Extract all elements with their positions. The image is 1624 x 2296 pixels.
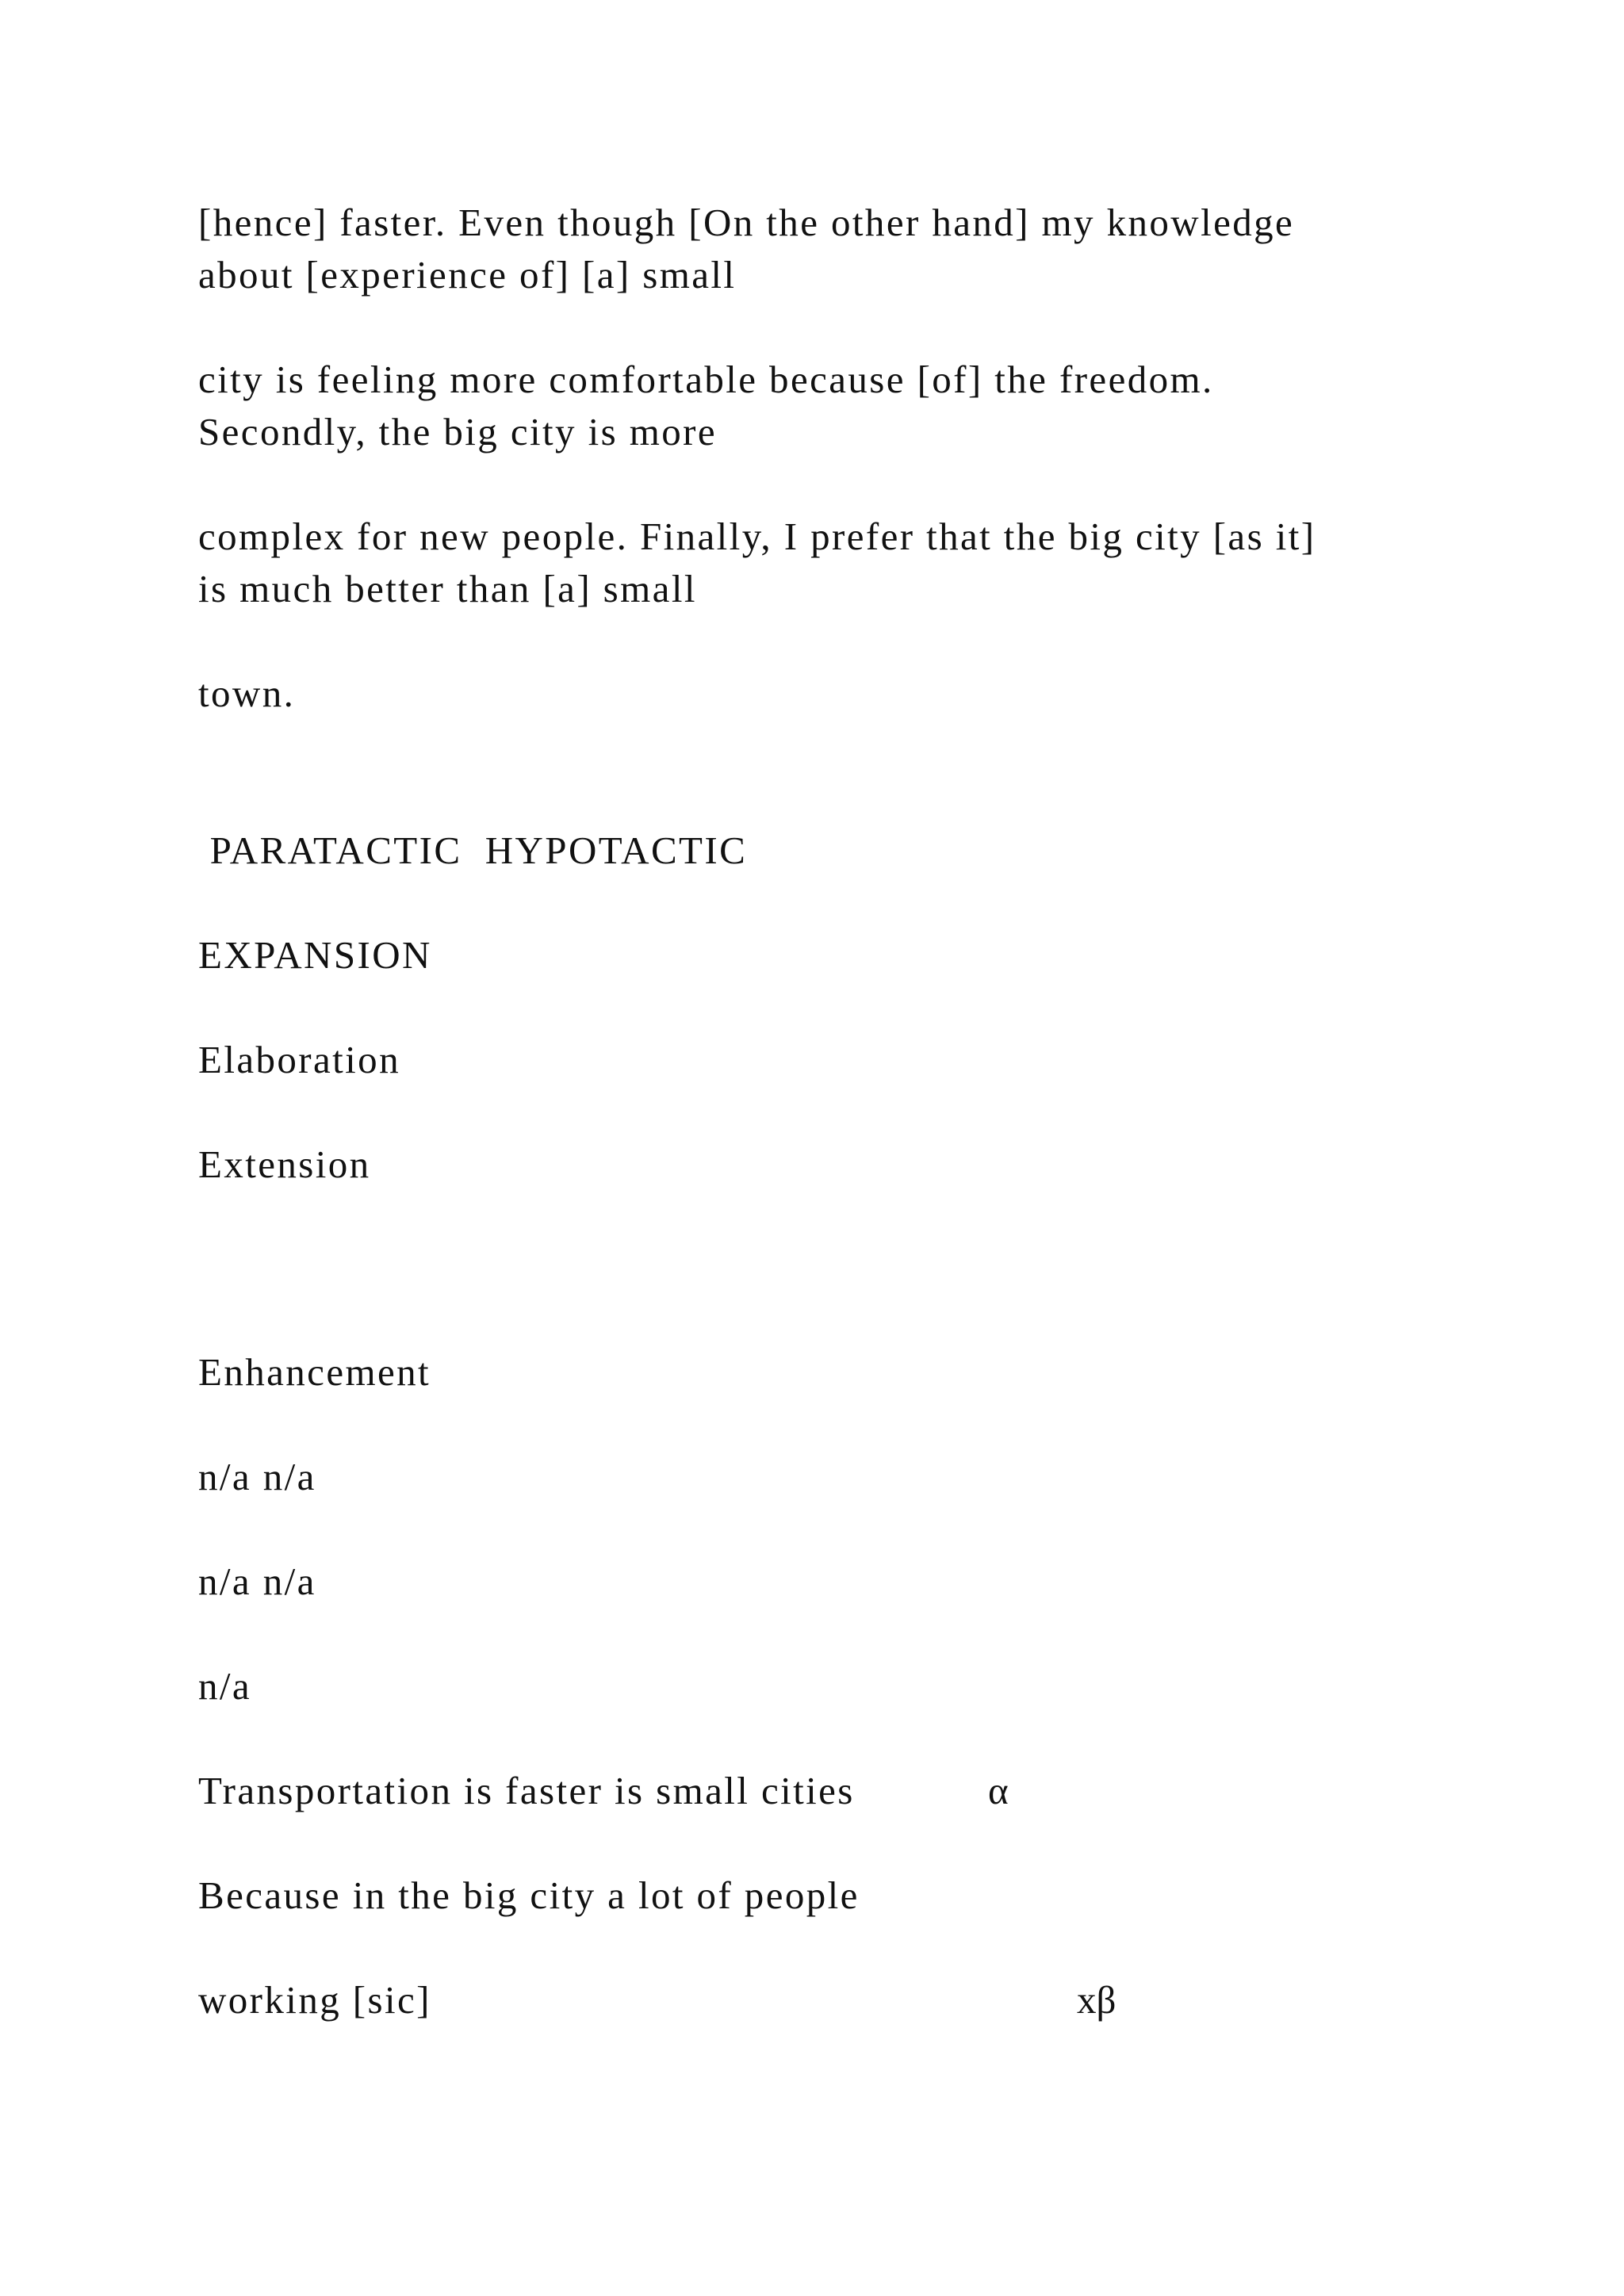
example-line-2: Because in the big city a lot of people xyxy=(198,1873,860,1917)
example-line-1: Transportation is faster is small cities xyxy=(198,1769,855,1812)
row-expansion: EXPANSION xyxy=(198,933,432,977)
paragraph-line-2: about [experience of] [a] small xyxy=(198,253,737,297)
na-line-3: n/a xyxy=(198,1664,252,1708)
na-line-2: n/a n/a xyxy=(198,1559,316,1603)
row-elaboration: Elaboration xyxy=(198,1038,400,1081)
x-beta-symbol: xβ xyxy=(1077,1978,1116,2022)
na-line-1: n/a n/a xyxy=(198,1455,316,1498)
table-header: PARATACTIC HYPOTACTIC xyxy=(198,828,748,872)
alpha-symbol: α xyxy=(988,1769,1009,1812)
paragraph-line-1: [hence] faster. Even though [On the other hand] my knowledge xyxy=(198,201,1295,244)
paragraph-line-3: city is feeling more comfortable because [of] the freedom. xyxy=(198,358,1214,401)
paragraph-line-6: is much better than [a] small xyxy=(198,567,697,610)
example-line-3: working [sic] xyxy=(198,1978,431,2022)
paragraph-line-7: town. xyxy=(198,672,296,715)
paragraph-line-5: complex for new people. Finally, I prefer that the big city [as it] xyxy=(198,515,1316,558)
row-enhancement: Enhancement xyxy=(198,1350,431,1394)
row-extension: Extension xyxy=(198,1142,371,1186)
paragraph-line-4: Secondly, the big city is more xyxy=(198,410,717,453)
